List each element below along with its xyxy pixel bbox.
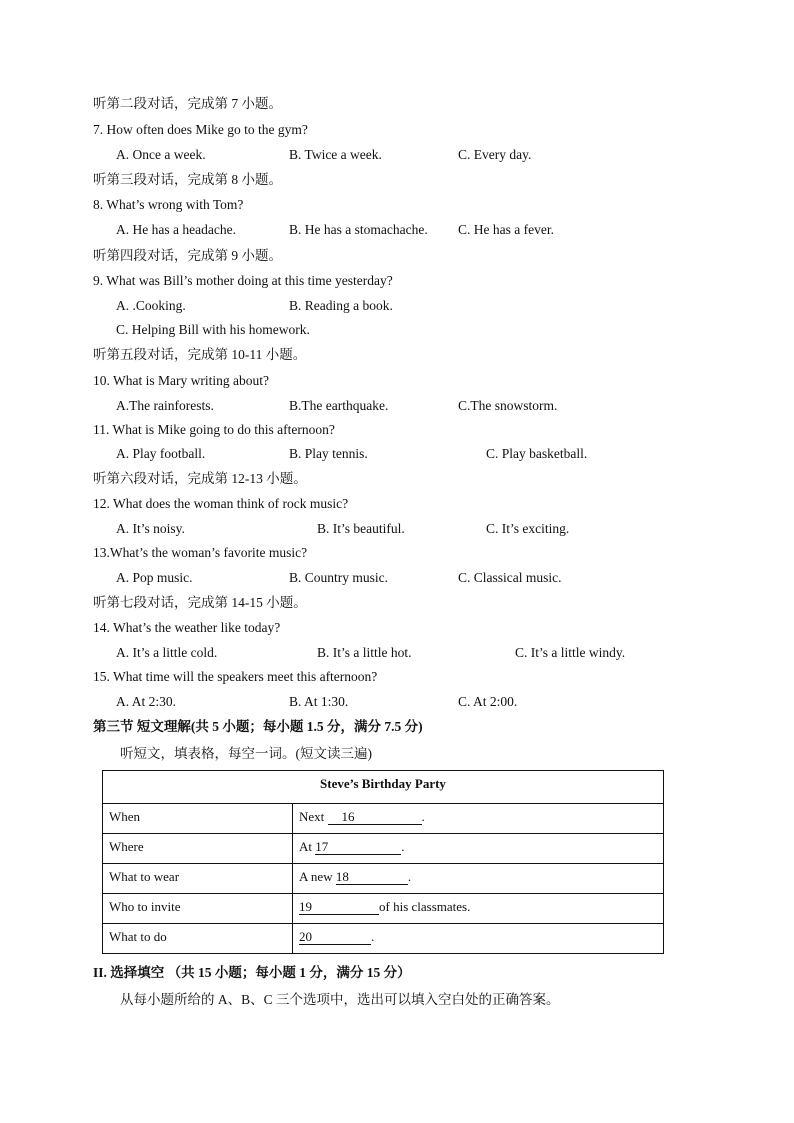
- row-value: [293, 834, 664, 864]
- question-10: 10. What is Mary writing about?: [93, 373, 269, 388]
- table-title: Steve’s Birthday Party: [103, 771, 664, 804]
- blank-16: 16: [328, 810, 422, 825]
- q10-option-b: B.The earthquake.: [289, 398, 389, 413]
- q10-option-a: A.The rainforests.: [116, 398, 214, 413]
- q7-option-a: A. Once a week.: [116, 147, 206, 162]
- question-8: 8. What’s wrong with Tom?: [93, 197, 244, 212]
- row-value: [293, 894, 664, 924]
- row-prefix: A new: [299, 869, 336, 884]
- question-14: 14. What’s the weather like today?: [93, 620, 281, 635]
- q10-option-c: C.The snowstorm.: [458, 398, 558, 413]
- row-label: What to wear: [103, 864, 293, 894]
- q12-option-b: B. It’s beautiful.: [317, 521, 405, 536]
- part-ii-heading: II. 选择填空 （共 15 小题；每小题 1 分，满分 15 分）: [93, 965, 411, 980]
- section-header-3: 听第三段对话，完成第 8 小题。: [93, 172, 282, 187]
- question-9: 9. What was Bill’s mother doing at this time yesterday?: [93, 273, 393, 288]
- row-suffix: .: [401, 839, 405, 854]
- q11-option-c: C. Play basketball.: [486, 446, 588, 461]
- q9-option-a: A. .Cooking.: [116, 298, 186, 313]
- q9-option-b: B. Reading a book.: [289, 298, 393, 313]
- q13-option-c: C. Classical music.: [458, 570, 562, 585]
- row-suffix: of his classmates.: [379, 899, 471, 914]
- q14-option-b: B. It’s a little hot.: [317, 645, 412, 660]
- row-label: What to do: [103, 924, 293, 954]
- table-row: [103, 894, 664, 924]
- q14-option-a: A. It’s a little cold.: [116, 645, 218, 660]
- question-15: 15. What time will the speakers meet this afternoon?: [93, 669, 378, 684]
- birthday-party-table: [102, 770, 664, 954]
- row-value: [293, 864, 664, 894]
- table-row: [103, 804, 664, 834]
- q13-option-a: A. Pop music.: [116, 570, 193, 585]
- section-header-2: 听第二段对话，完成第 7 小题。: [93, 96, 282, 111]
- row-prefix: Next: [299, 809, 328, 824]
- section-header-6: 听第六段对话，完成第 12-13 小题。: [93, 471, 307, 486]
- q12-option-c: C. It’s exciting.: [486, 521, 570, 536]
- q8-option-c: C. He has a fever.: [458, 222, 554, 237]
- row-suffix: .: [371, 929, 375, 944]
- q7-option-c: C. Every day.: [458, 147, 532, 162]
- row-label: Who to invite: [103, 894, 293, 924]
- q11-option-a: A. Play football.: [116, 446, 206, 461]
- row-prefix: At: [299, 839, 316, 854]
- question-7: 7. How often does Mike go to the gym?: [93, 122, 308, 137]
- row-label: When: [103, 804, 293, 834]
- section-header-5: 听第五段对话，完成第 10-11 小题。: [93, 347, 307, 362]
- blank-18: 18: [336, 870, 408, 885]
- row-value: [293, 924, 664, 954]
- q14-option-c: C. It’s a little windy.: [515, 645, 626, 660]
- q7-option-b: B. Twice a week.: [289, 147, 382, 162]
- table-row: [103, 834, 664, 864]
- q8-option-b: B. He has a stomachache.: [289, 222, 428, 237]
- row-label: Where: [103, 834, 293, 864]
- q15-option-c: C. At 2:00.: [458, 694, 518, 709]
- q8-option-a: A. He has a headache.: [116, 222, 236, 237]
- table-row: [103, 864, 664, 894]
- section-header-4: 听第四段对话，完成第 9 小题。: [93, 248, 282, 263]
- q15-option-b: B. At 1:30.: [289, 694, 349, 709]
- q12-option-a: A. It’s noisy.: [116, 521, 185, 536]
- row-suffix: .: [421, 809, 425, 824]
- section-header-7: 听第七段对话，完成第 14-15 小题。: [93, 595, 307, 610]
- q11-option-b: B. Play tennis.: [289, 446, 368, 461]
- part-ii-instruction: 从每小题所给的 A、B、C 三个选项中，选出可以填入空白处的正确答案。: [120, 992, 560, 1007]
- question-13: 13.What’s the woman’s favorite music?: [93, 545, 308, 560]
- question-12: 12. What does the woman think of rock music?: [93, 496, 349, 511]
- blank-17: 17: [315, 840, 401, 855]
- q15-option-a: A. At 2:30.: [116, 694, 177, 709]
- table-row: [103, 924, 664, 954]
- question-11: 11. What is Mike going to do this afternoon?: [93, 422, 335, 437]
- row-value: [293, 804, 664, 834]
- blank-19: 19: [299, 900, 379, 915]
- part3-heading: 第三节 短文理解(共 5 小题；每小题 1.5 分，满分 7.5 分): [93, 719, 423, 734]
- part3-instruction: 听短文，填表格，每空一词。(短文读三遍): [120, 746, 372, 761]
- blank-20: 20: [299, 930, 371, 945]
- q9-option-c: C. Helping Bill with his homework.: [116, 322, 310, 337]
- q13-option-b: B. Country music.: [289, 570, 389, 585]
- row-suffix: .: [407, 869, 412, 884]
